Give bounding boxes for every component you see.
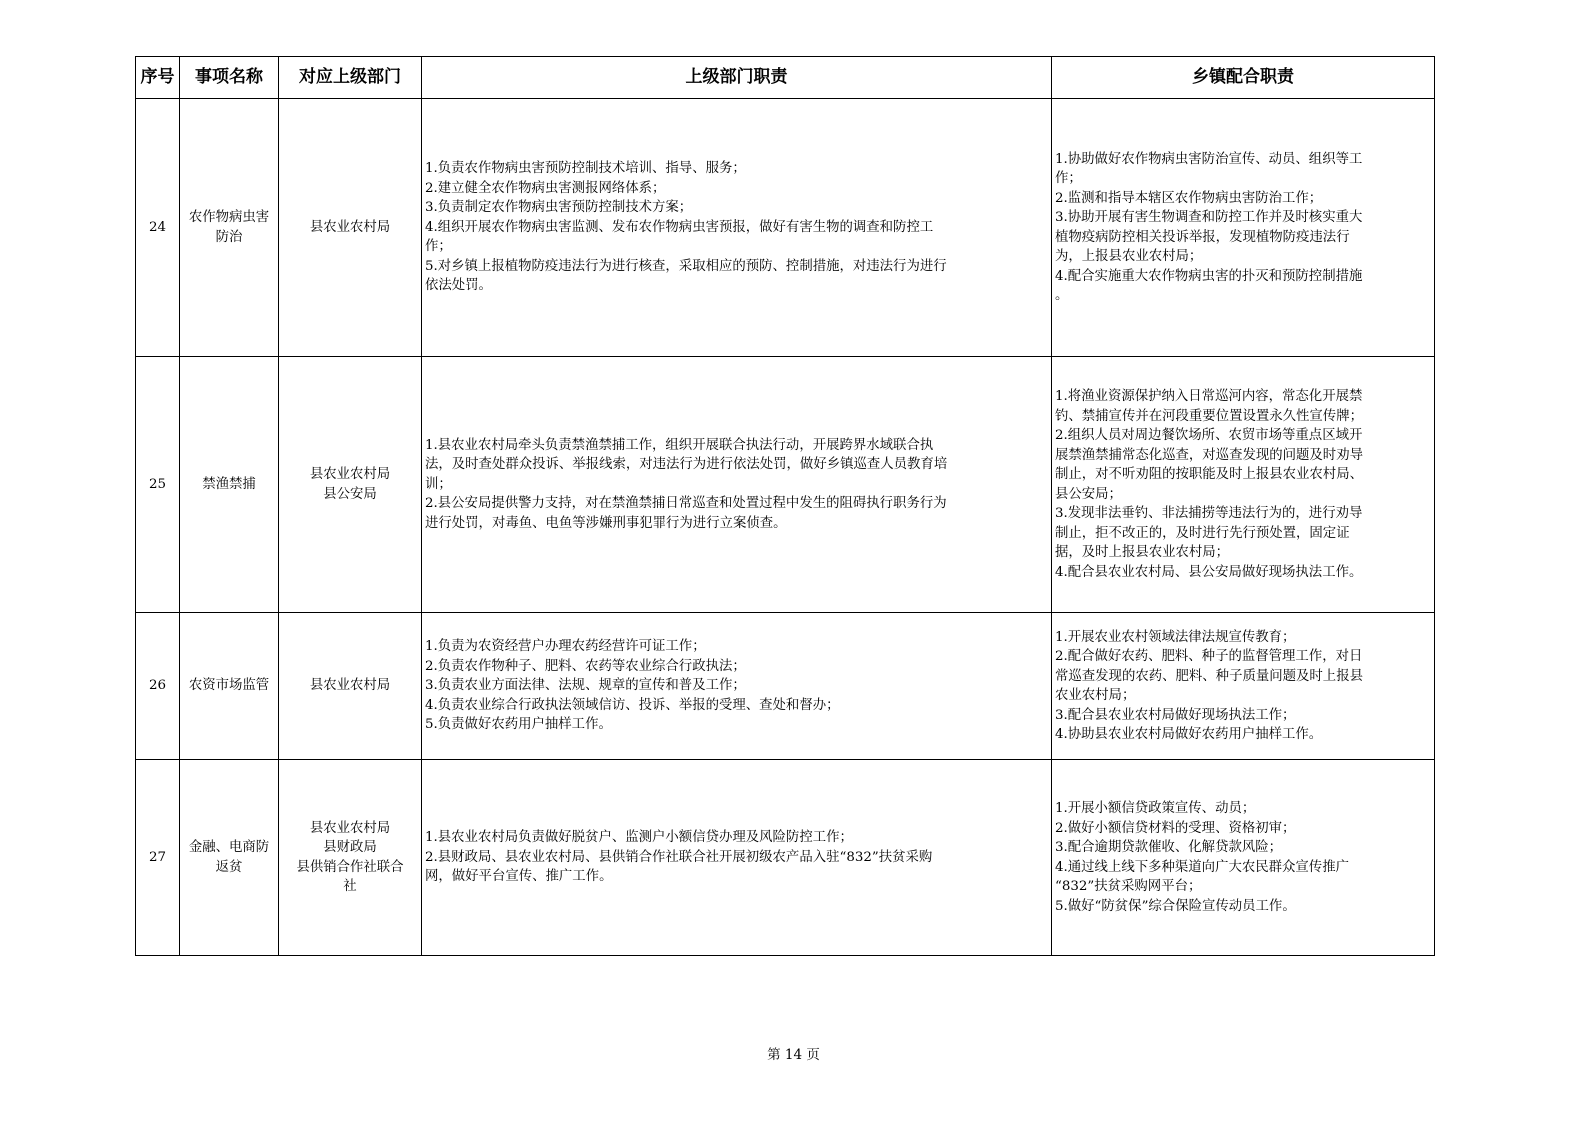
town-duty-line: 4.配合县农业农村局、县公安局做好现场执法工作。	[1055, 564, 1363, 580]
upper-duty-cell	[422, 760, 1052, 956]
upper-duty-line: 1.负责农作物病虫害预防控制技术培训、指导、服务；	[425, 161, 746, 177]
upper-duty-line: 作；	[425, 239, 452, 255]
town-duty-line: 植物疫病防控相关投诉举报，发现植物防疫违法行	[1055, 229, 1350, 245]
town-duty-line: 制止，拒不改正的，及时进行先行预处置，固定证	[1055, 525, 1350, 541]
town-duty-cell	[1052, 760, 1435, 956]
row-number: 24	[136, 99, 180, 357]
header-dept: 对应上级部门	[279, 57, 422, 99]
town-duty-line: 4.配合实施重大农作物病虫害的扑灭和预防控制措施	[1055, 268, 1363, 284]
upper-duty-line: 1.负责为农资经营户办理农药经营许可证工作；	[425, 639, 706, 655]
table-row	[136, 613, 1435, 760]
department-line: 县农业农村局	[309, 820, 391, 836]
department-line: 县公安局	[323, 486, 377, 502]
upper-duty-line: 2.建立健全农作物病虫害测报网络体系；	[425, 180, 666, 196]
town-duty-cell	[1052, 357, 1435, 613]
table-row	[136, 99, 1435, 357]
town-duty-line: 3.协助开展有害生物调查和防控工作并及时核实重大	[1055, 210, 1363, 225]
town-duty-line: 1.开展农业农村领域法律法规宣传教育；	[1055, 629, 1296, 645]
upper-duty-line: 2.县财政局、县农业农村局、县供销合作社联合社开展初级农产品入驻“832”扶贫采购	[425, 849, 933, 865]
header-name: 事项名称	[180, 57, 279, 99]
item-name-line: 农作物病虫害	[188, 210, 270, 225]
department-cell	[279, 760, 422, 956]
town-duty-line: 4.通过线上线下多种渠道向广大农民群众宣传推广	[1055, 859, 1349, 875]
upper-duty-line: 5.负责做好农药用户抽样工作。	[425, 717, 612, 733]
item-name-line: 防治	[215, 229, 243, 245]
header-town-duty: 乡镇配合职责	[1052, 57, 1435, 99]
department-line: 县农业农村局	[309, 219, 391, 235]
upper-duty-line: 3.负责农业方面法律、法规、规章的宣传和普及工作；	[425, 678, 746, 694]
town-duty-line: 钓、禁捕宣传并在河段重要位置设置永久性宣传牌；	[1055, 408, 1363, 424]
town-duty-line: “832”扶贫采购网平台；	[1055, 879, 1202, 894]
row-number: 27	[136, 760, 180, 956]
upper-duty-line: 1.县农业农村局牵头负责禁渔禁捕工作，组织开展联合执法行动，开展跨界水域联合执	[425, 437, 934, 453]
row-number: 25	[136, 357, 180, 613]
town-duty-line: 。	[1055, 288, 1069, 303]
department-line: 县供销合作社联合	[296, 859, 404, 875]
town-duty-line: 为，上报县农业农村局；	[1055, 249, 1203, 264]
department-line: 社	[343, 879, 357, 894]
upper-duty-line: 网，做好平台宣传、推广工作。	[425, 869, 613, 885]
responsibility-table	[135, 56, 1435, 956]
town-duty-line: 农业农村局；	[1055, 688, 1136, 703]
department-line: 县农业农村局	[309, 467, 391, 482]
town-duty-line: 展禁渔禁捕常态化巡查，对巡查发现的问题及时劝导	[1055, 447, 1363, 463]
upper-duty-line: 5.对乡镇上报植物防疫违法行为进行核查，采取相应的预防、控制措施，对违法行为进行	[425, 258, 947, 274]
row-number: 26	[136, 613, 180, 760]
header-upper-duty: 上级部门职责	[422, 57, 1052, 99]
page-number: 第 14 页	[767, 1047, 820, 1063]
item-name-line: 农资市场监管	[188, 678, 270, 694]
item-name-cell	[180, 99, 279, 357]
town-duty-line: 3.配合县农业农村局做好现场执法工作；	[1055, 707, 1296, 723]
upper-duty-line: 4.负责农业综合行政执法领域信访、投诉、举报的受理、查处和督办；	[425, 697, 840, 713]
town-duty-line: 3.发现非法垂钓、非法捕捞等违法行为的，进行劝导	[1055, 506, 1363, 521]
town-duty-line: 2.监测和指导本辖区农作物病虫害防治工作；	[1055, 190, 1323, 206]
header-row	[136, 57, 1435, 99]
upper-duty-line: 3.负责制定农作物病虫害预防控制技术方案；	[425, 200, 693, 216]
town-duty-line: 1.协助做好农作物病虫害防治宣传、动员、组织等工	[1055, 151, 1363, 167]
item-name-line: 返贫	[215, 859, 243, 875]
upper-duty-cell	[422, 613, 1052, 760]
town-duty-cell	[1052, 99, 1435, 357]
item-name-line: 金融、电商防	[188, 840, 270, 855]
department-line: 县农业农村局	[309, 678, 391, 694]
upper-duty-line: 训；	[425, 476, 452, 492]
table-row	[136, 357, 1435, 613]
town-duty-line: 制止，对不听劝阻的按职能及时上报县农业农村局、	[1055, 467, 1363, 482]
upper-duty-line: 2.县公安局提供警力支持，对在禁渔禁捕日常巡查和处置过程中发生的阻碍执行职务行为	[425, 496, 947, 512]
town-duty-line: 5.做好“防贫保”综合保险宣传动员工作。	[1055, 898, 1296, 914]
town-duty-line: 2.做好小额信贷材料的受理、资格初审；	[1055, 820, 1296, 836]
town-duty-line: 据，及时上报县农业农村局；	[1055, 545, 1230, 560]
upper-duty-line: 进行处罚，对毒鱼、电鱼等涉嫌刑事犯罪行为进行立案侦查。	[425, 515, 787, 531]
item-name-line: 禁渔禁捕	[202, 476, 256, 492]
department-cell	[279, 357, 422, 613]
upper-duty-line: 法，及时查处群众投诉、举报线索，对违法行为进行依法处罚，做好乡镇巡查人员教育培	[425, 457, 948, 473]
upper-duty-line: 2.负责农作物种子、肥料、农药等农业综合行政执法；	[425, 658, 746, 674]
town-duty-line: 县公安局；	[1055, 486, 1122, 502]
upper-duty-line: 依法处罚。	[425, 278, 492, 294]
upper-duty-line: 1.县农业农村局负责做好脱贫户、监测户小额信贷办理及风险防控工作；	[425, 830, 853, 846]
town-duty-line: 3.配合逾期贷款催收、化解贷款风险；	[1055, 840, 1283, 855]
town-duty-line: 常巡查发现的农药、肥料、种子质量问题及时上报县	[1055, 668, 1363, 684]
upper-duty-cell	[422, 99, 1052, 357]
department-cell	[279, 99, 422, 357]
town-duty-line: 2.组织人员对周边餐饮场所、农贸市场等重点区域开	[1055, 428, 1363, 443]
table-row	[136, 760, 1435, 956]
town-duty-cell	[1052, 613, 1435, 760]
item-name-cell	[180, 613, 279, 760]
upper-duty-line: 4.组织开展农作物病虫害监测、发布农作物病虫害预报，做好有害生物的调查和防控工	[425, 219, 934, 235]
town-duty-line: 作；	[1055, 171, 1082, 186]
town-duty-line: 1.将渔业资源保护纳入日常巡河内容，常态化开展禁	[1055, 389, 1363, 404]
department-cell	[279, 613, 422, 760]
header-num: 序号	[136, 57, 180, 99]
town-duty-line: 4.协助县农业农村局做好农药用户抽样工作。	[1055, 727, 1323, 742]
item-name-cell	[180, 357, 279, 613]
item-name-cell	[180, 760, 279, 956]
town-duty-line: 2.配合做好农药、肥料、种子的监督管理工作，对日	[1055, 649, 1363, 664]
department-line: 县财政局	[323, 840, 377, 855]
upper-duty-cell	[422, 357, 1052, 613]
town-duty-line: 1.开展小额信贷政策宣传、动员；	[1055, 801, 1256, 816]
